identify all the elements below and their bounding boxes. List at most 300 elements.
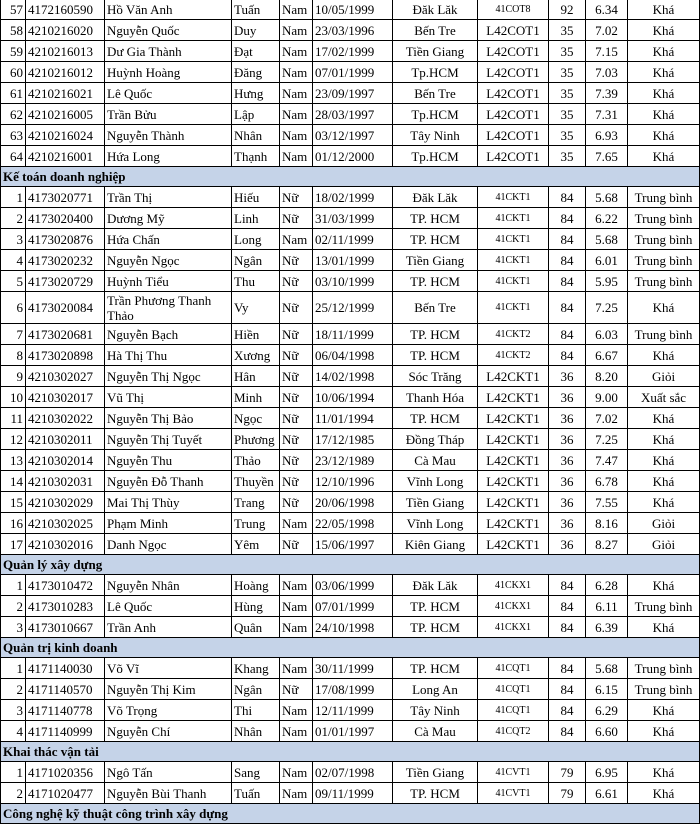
classification-cell: Trung bình bbox=[628, 679, 700, 700]
table-row bbox=[1, 292, 700, 324]
classification-cell: Trung bình bbox=[628, 658, 700, 679]
credits-cell: 92 bbox=[549, 0, 586, 20]
classification-cell: Trung bình bbox=[628, 271, 700, 292]
birthplace-cell: Tp.HCM bbox=[393, 62, 478, 83]
gpa-cell: 6.29 bbox=[586, 700, 628, 721]
table-row bbox=[1, 658, 700, 679]
gpa-cell: 5.68 bbox=[586, 658, 628, 679]
gpa-cell: 7.25 bbox=[586, 292, 628, 324]
birthplace-cell: Cà Mau bbox=[393, 721, 478, 742]
given-name-cell: Vy bbox=[232, 292, 280, 324]
class-code-cell: L42CKT1 bbox=[478, 408, 549, 429]
row-number-cell: 3 bbox=[1, 229, 26, 250]
date-of-birth-cell: 31/03/1999 bbox=[313, 208, 393, 229]
family-name-cell: Lê Quốc bbox=[105, 596, 232, 617]
row-number-cell: 7 bbox=[1, 324, 26, 345]
class-code-cell: 41CKT2 bbox=[478, 345, 549, 366]
credits-cell: 35 bbox=[549, 83, 586, 104]
table-row bbox=[1, 366, 700, 387]
given-name-cell: Linh bbox=[232, 208, 280, 229]
class-code-cell: 41CKT1 bbox=[478, 271, 549, 292]
table-row bbox=[1, 492, 700, 513]
row-number-cell: 1 bbox=[1, 762, 26, 783]
credits-cell: 84 bbox=[549, 271, 586, 292]
student-id-cell: 4210302025 bbox=[26, 513, 105, 534]
family-name-cell: Hà Thị Thu bbox=[105, 345, 232, 366]
classification-cell: Giỏi bbox=[628, 513, 700, 534]
classification-cell: Khá bbox=[628, 450, 700, 471]
class-code-cell: L42CKT1 bbox=[478, 429, 549, 450]
date-of-birth-cell: 23/03/1996 bbox=[313, 20, 393, 41]
table-row bbox=[1, 104, 700, 125]
date-of-birth-cell: 14/02/1998 bbox=[313, 366, 393, 387]
table-row bbox=[1, 229, 700, 250]
table-row bbox=[1, 617, 700, 638]
student-id-cell: 4210302022 bbox=[26, 408, 105, 429]
family-name-cell: Nguyễn Thị Ngọc bbox=[105, 366, 232, 387]
classification-cell: Trung bình bbox=[628, 187, 700, 208]
birthplace-cell: Tp.HCM bbox=[393, 146, 478, 167]
family-name-cell: Ngô Tấn bbox=[105, 762, 232, 783]
student-id-cell: 4171140030 bbox=[26, 658, 105, 679]
gpa-cell: 9.00 bbox=[586, 387, 628, 408]
given-name-cell: Hùng bbox=[232, 596, 280, 617]
gender-cell: Nữ bbox=[280, 208, 313, 229]
table-row bbox=[1, 471, 700, 492]
date-of-birth-cell: 03/06/1999 bbox=[313, 575, 393, 596]
table-row bbox=[1, 250, 700, 271]
row-number-cell: 11 bbox=[1, 408, 26, 429]
gender-cell: Nam bbox=[280, 617, 313, 638]
student-id-cell: 4210302011 bbox=[26, 429, 105, 450]
credits-cell: 36 bbox=[549, 387, 586, 408]
table-row bbox=[1, 324, 700, 345]
given-name-cell: Tuấn bbox=[232, 783, 280, 804]
birthplace-cell: Vĩnh Long bbox=[393, 513, 478, 534]
classification-cell: Trung bình bbox=[628, 208, 700, 229]
class-code-cell: L42COT1 bbox=[478, 125, 549, 146]
section-header bbox=[1, 804, 700, 824]
gender-cell: Nữ bbox=[280, 408, 313, 429]
family-name-cell: Trần Thị bbox=[105, 187, 232, 208]
family-name-cell: Nguyễn Bùi Thanh bbox=[105, 783, 232, 804]
student-id-cell: 4173020084 bbox=[26, 292, 105, 324]
section-header bbox=[1, 742, 700, 762]
student-id-cell: 4171140999 bbox=[26, 721, 105, 742]
section-title: Công nghệ kỹ thuật công trình xây dựng bbox=[1, 804, 700, 824]
credits-cell: 35 bbox=[549, 41, 586, 62]
student-id-cell: 4210216013 bbox=[26, 41, 105, 62]
student-id-cell: 4173020232 bbox=[26, 250, 105, 271]
given-name-cell: Hưng bbox=[232, 83, 280, 104]
gpa-cell: 6.03 bbox=[586, 324, 628, 345]
date-of-birth-cell: 17/02/1999 bbox=[313, 41, 393, 62]
family-name-cell: Hồ Văn Anh bbox=[105, 0, 232, 20]
table-row bbox=[1, 679, 700, 700]
table-row bbox=[1, 513, 700, 534]
table-row bbox=[1, 762, 700, 783]
birthplace-cell: TP. HCM bbox=[393, 271, 478, 292]
student-id-cell: 4210216001 bbox=[26, 146, 105, 167]
family-name-cell: Hứa Long bbox=[105, 146, 232, 167]
date-of-birth-cell: 03/12/1997 bbox=[313, 125, 393, 146]
class-code-cell: L42COT1 bbox=[478, 146, 549, 167]
gpa-cell: 7.39 bbox=[586, 83, 628, 104]
date-of-birth-cell: 07/01/1999 bbox=[313, 62, 393, 83]
classification-cell: Khá bbox=[628, 41, 700, 62]
row-number-cell: 61 bbox=[1, 83, 26, 104]
row-number-cell: 17 bbox=[1, 534, 26, 555]
birthplace-cell: Thanh Hóa bbox=[393, 387, 478, 408]
table-row bbox=[1, 450, 700, 471]
credits-cell: 84 bbox=[549, 292, 586, 324]
class-code-cell: 41CKX1 bbox=[478, 575, 549, 596]
section-header bbox=[1, 638, 700, 658]
class-code-cell: 41CVT1 bbox=[478, 783, 549, 804]
given-name-cell: Hiền bbox=[232, 324, 280, 345]
row-number-cell: 12 bbox=[1, 429, 26, 450]
class-code-cell: L42COT1 bbox=[478, 62, 549, 83]
gpa-cell: 6.95 bbox=[586, 762, 628, 783]
gpa-cell: 6.67 bbox=[586, 345, 628, 366]
gpa-cell: 5.68 bbox=[586, 229, 628, 250]
date-of-birth-cell: 11/01/1994 bbox=[313, 408, 393, 429]
gpa-cell: 6.15 bbox=[586, 679, 628, 700]
date-of-birth-cell: 17/12/1985 bbox=[313, 429, 393, 450]
family-name-cell: Vũ Thị bbox=[105, 387, 232, 408]
credits-cell: 35 bbox=[549, 104, 586, 125]
class-code-cell: L42CKT1 bbox=[478, 366, 549, 387]
gender-cell: Nam bbox=[280, 41, 313, 62]
student-id-cell: 4171140778 bbox=[26, 700, 105, 721]
given-name-cell: Nhân bbox=[232, 721, 280, 742]
student-id-cell: 4171140570 bbox=[26, 679, 105, 700]
gpa-cell: 8.16 bbox=[586, 513, 628, 534]
gender-cell: Nam bbox=[280, 575, 313, 596]
student-id-cell: 4210302016 bbox=[26, 534, 105, 555]
credits-cell: 84 bbox=[549, 596, 586, 617]
row-number-cell: 63 bbox=[1, 125, 26, 146]
gender-cell: Nam bbox=[280, 658, 313, 679]
birthplace-cell: TP. HCM bbox=[393, 345, 478, 366]
date-of-birth-cell: 03/10/1999 bbox=[313, 271, 393, 292]
class-code-cell: L42CKT1 bbox=[478, 513, 549, 534]
row-number-cell: 62 bbox=[1, 104, 26, 125]
family-name-cell: Danh Ngọc bbox=[105, 534, 232, 555]
student-id-cell: 4173010283 bbox=[26, 596, 105, 617]
given-name-cell: Thảo bbox=[232, 450, 280, 471]
family-name-cell: Nguyễn Ngọc bbox=[105, 250, 232, 271]
family-name-cell: Phạm Minh bbox=[105, 513, 232, 534]
date-of-birth-cell: 02/11/1999 bbox=[313, 229, 393, 250]
given-name-cell: Sang bbox=[232, 762, 280, 783]
credits-cell: 84 bbox=[549, 229, 586, 250]
birthplace-cell: Tây Ninh bbox=[393, 700, 478, 721]
credits-cell: 36 bbox=[549, 429, 586, 450]
given-name-cell: Trung bbox=[232, 513, 280, 534]
credits-cell: 84 bbox=[549, 658, 586, 679]
section-header bbox=[1, 167, 700, 187]
table-row bbox=[1, 20, 700, 41]
student-id-cell: 4173010667 bbox=[26, 617, 105, 638]
table-row bbox=[1, 387, 700, 408]
classification-cell: Trung bình bbox=[628, 596, 700, 617]
classification-cell: Khá bbox=[628, 0, 700, 20]
birthplace-cell: Bến Tre bbox=[393, 20, 478, 41]
class-code-cell: 41CQT1 bbox=[478, 658, 549, 679]
date-of-birth-cell: 02/07/1998 bbox=[313, 762, 393, 783]
given-name-cell: Thu bbox=[232, 271, 280, 292]
gender-cell: Nam bbox=[280, 783, 313, 804]
family-name-cell: Nguyễn Bạch bbox=[105, 324, 232, 345]
gender-cell: Nam bbox=[280, 104, 313, 125]
date-of-birth-cell: 01/12/2000 bbox=[313, 146, 393, 167]
given-name-cell: Thuyền bbox=[232, 471, 280, 492]
birthplace-cell: TP. HCM bbox=[393, 783, 478, 804]
given-name-cell: Duy bbox=[232, 20, 280, 41]
date-of-birth-cell: 10/05/1999 bbox=[313, 0, 393, 20]
student-id-cell: 4172160590 bbox=[26, 0, 105, 20]
given-name-cell: Lập bbox=[232, 104, 280, 125]
table-row bbox=[1, 345, 700, 366]
birthplace-cell: TP. HCM bbox=[393, 324, 478, 345]
gender-cell: Nữ bbox=[280, 366, 313, 387]
given-name-cell: Ngân bbox=[232, 679, 280, 700]
given-name-cell: Long bbox=[232, 229, 280, 250]
date-of-birth-cell: 22/05/1998 bbox=[313, 513, 393, 534]
class-code-cell: L42CKT1 bbox=[478, 492, 549, 513]
family-name-cell: Nguyễn Thu bbox=[105, 450, 232, 471]
classification-cell: Khá bbox=[628, 617, 700, 638]
date-of-birth-cell: 20/06/1998 bbox=[313, 492, 393, 513]
student-id-cell: 4173020876 bbox=[26, 229, 105, 250]
class-code-cell: 41CKT1 bbox=[478, 250, 549, 271]
gender-cell: Nữ bbox=[280, 250, 313, 271]
date-of-birth-cell: 07/01/1999 bbox=[313, 596, 393, 617]
class-code-cell: 41CKT1 bbox=[478, 187, 549, 208]
given-name-cell: Trang bbox=[232, 492, 280, 513]
row-number-cell: 14 bbox=[1, 471, 26, 492]
family-name-cell: Võ Trọng bbox=[105, 700, 232, 721]
given-name-cell: Xương bbox=[232, 345, 280, 366]
credits-cell: 79 bbox=[549, 783, 586, 804]
table-row bbox=[1, 208, 700, 229]
date-of-birth-cell: 09/11/1999 bbox=[313, 783, 393, 804]
family-name-cell: Dư Gia Thành bbox=[105, 41, 232, 62]
row-number-cell: 13 bbox=[1, 450, 26, 471]
row-number-cell: 1 bbox=[1, 575, 26, 596]
birthplace-cell: Tây Ninh bbox=[393, 125, 478, 146]
gpa-cell: 7.25 bbox=[586, 429, 628, 450]
birthplace-cell: Bến Tre bbox=[393, 83, 478, 104]
gender-cell: Nữ bbox=[280, 471, 313, 492]
family-name-cell: Nguyễn Quốc bbox=[105, 20, 232, 41]
birthplace-cell: Bến Tre bbox=[393, 292, 478, 324]
student-id-cell: 4210216005 bbox=[26, 104, 105, 125]
classification-cell: Khá bbox=[628, 62, 700, 83]
date-of-birth-cell: 12/11/1999 bbox=[313, 700, 393, 721]
classification-cell: Khá bbox=[628, 471, 700, 492]
row-number-cell: 1 bbox=[1, 187, 26, 208]
family-name-cell: Nguyễn Thị Bảo bbox=[105, 408, 232, 429]
gpa-cell: 5.68 bbox=[586, 187, 628, 208]
credits-cell: 36 bbox=[549, 492, 586, 513]
date-of-birth-cell: 18/02/1999 bbox=[313, 187, 393, 208]
table-row bbox=[1, 83, 700, 104]
table-row bbox=[1, 408, 700, 429]
class-code-cell: L42CKT1 bbox=[478, 471, 549, 492]
given-name-cell: Ngân bbox=[232, 250, 280, 271]
class-code-cell: 41CKT2 bbox=[478, 324, 549, 345]
gpa-cell: 7.65 bbox=[586, 146, 628, 167]
given-name-cell: Yêm bbox=[232, 534, 280, 555]
gender-cell: Nam bbox=[280, 125, 313, 146]
row-number-cell: 58 bbox=[1, 20, 26, 41]
table-row bbox=[1, 783, 700, 804]
gender-cell: Nữ bbox=[280, 679, 313, 700]
classification-cell: Khá bbox=[628, 125, 700, 146]
credits-cell: 84 bbox=[549, 617, 586, 638]
table-row bbox=[1, 41, 700, 62]
birthplace-cell: Tiền Giang bbox=[393, 250, 478, 271]
table-row bbox=[1, 534, 700, 555]
class-code-cell: L42COT1 bbox=[478, 104, 549, 125]
student-id-cell: 4210302031 bbox=[26, 471, 105, 492]
gender-cell: Nam bbox=[280, 700, 313, 721]
student-id-cell: 4210216021 bbox=[26, 83, 105, 104]
given-name-cell: Minh bbox=[232, 387, 280, 408]
classification-cell: Khá bbox=[628, 104, 700, 125]
gender-cell: Nữ bbox=[280, 271, 313, 292]
date-of-birth-cell: 10/06/1994 bbox=[313, 387, 393, 408]
date-of-birth-cell: 06/04/1998 bbox=[313, 345, 393, 366]
classification-cell: Khá bbox=[628, 408, 700, 429]
gpa-cell: 7.02 bbox=[586, 20, 628, 41]
student-id-cell: 4210216012 bbox=[26, 62, 105, 83]
family-name-cell: Hứa Chấn bbox=[105, 229, 232, 250]
credits-cell: 35 bbox=[549, 20, 586, 41]
row-number-cell: 5 bbox=[1, 271, 26, 292]
table-row bbox=[1, 146, 700, 167]
student-id-cell: 4173020400 bbox=[26, 208, 105, 229]
gender-cell: Nữ bbox=[280, 429, 313, 450]
credits-cell: 36 bbox=[549, 513, 586, 534]
birthplace-cell: TP. HCM bbox=[393, 658, 478, 679]
birthplace-cell: Vĩnh Long bbox=[393, 471, 478, 492]
table-row bbox=[1, 429, 700, 450]
family-name-cell: Nguyễn Thành bbox=[105, 125, 232, 146]
class-code-cell: L42CKT1 bbox=[478, 387, 549, 408]
gpa-cell: 7.31 bbox=[586, 104, 628, 125]
table-row bbox=[1, 187, 700, 208]
gender-cell: Nam bbox=[280, 596, 313, 617]
date-of-birth-cell: 23/12/1989 bbox=[313, 450, 393, 471]
gpa-cell: 8.20 bbox=[586, 366, 628, 387]
date-of-birth-cell: 01/01/1997 bbox=[313, 721, 393, 742]
family-name-cell: Mai Thị Thùy bbox=[105, 492, 232, 513]
credits-cell: 35 bbox=[549, 125, 586, 146]
credits-cell: 35 bbox=[549, 146, 586, 167]
given-name-cell: Hân bbox=[232, 366, 280, 387]
gender-cell: Nữ bbox=[280, 324, 313, 345]
class-code-cell: 41CQT2 bbox=[478, 721, 549, 742]
row-number-cell: 10 bbox=[1, 387, 26, 408]
section-title: Kế toán doanh nghiệp bbox=[1, 167, 700, 187]
birthplace-cell: Đồng Tháp bbox=[393, 429, 478, 450]
credits-cell: 84 bbox=[549, 324, 586, 345]
gender-cell: Nữ bbox=[280, 187, 313, 208]
table-row bbox=[1, 596, 700, 617]
row-number-cell: 59 bbox=[1, 41, 26, 62]
gpa-cell: 6.28 bbox=[586, 575, 628, 596]
credits-cell: 84 bbox=[549, 700, 586, 721]
family-name-cell: Nguyễn Thị Tuyết bbox=[105, 429, 232, 450]
date-of-birth-cell: 25/12/1999 bbox=[313, 292, 393, 324]
gender-cell: Nữ bbox=[280, 345, 313, 366]
gpa-cell: 6.93 bbox=[586, 125, 628, 146]
gpa-cell: 6.61 bbox=[586, 783, 628, 804]
row-number-cell: 16 bbox=[1, 513, 26, 534]
classification-cell: Khá bbox=[628, 783, 700, 804]
given-name-cell: Tuấn bbox=[232, 0, 280, 20]
date-of-birth-cell: 15/06/1997 bbox=[313, 534, 393, 555]
credits-cell: 36 bbox=[549, 471, 586, 492]
family-name-cell: Nguyễn Đỗ Thanh bbox=[105, 471, 232, 492]
family-name-cell: Huỳnh Hoàng bbox=[105, 62, 232, 83]
given-name-cell: Đăng bbox=[232, 62, 280, 83]
row-number-cell: 4 bbox=[1, 250, 26, 271]
date-of-birth-cell: 12/10/1996 bbox=[313, 471, 393, 492]
birthplace-cell: TP. HCM bbox=[393, 408, 478, 429]
gpa-cell: 7.02 bbox=[586, 408, 628, 429]
row-number-cell: 2 bbox=[1, 679, 26, 700]
class-code-cell: 41CQT1 bbox=[478, 700, 549, 721]
row-number-cell: 3 bbox=[1, 700, 26, 721]
section-title: Khai thác vận tải bbox=[1, 742, 700, 762]
student-id-cell: 4210302027 bbox=[26, 366, 105, 387]
classification-cell: Khá bbox=[628, 20, 700, 41]
classification-cell: Khá bbox=[628, 492, 700, 513]
birthplace-cell: TP. HCM bbox=[393, 617, 478, 638]
credits-cell: 84 bbox=[549, 187, 586, 208]
birthplace-cell: Đăk Lăk bbox=[393, 187, 478, 208]
credits-cell: 84 bbox=[549, 575, 586, 596]
given-name-cell: Hoàng bbox=[232, 575, 280, 596]
row-number-cell: 2 bbox=[1, 596, 26, 617]
credits-cell: 84 bbox=[549, 679, 586, 700]
gpa-cell: 6.60 bbox=[586, 721, 628, 742]
table-row bbox=[1, 721, 700, 742]
credits-cell: 36 bbox=[549, 534, 586, 555]
given-name-cell: Hiếu bbox=[232, 187, 280, 208]
gender-cell: Nữ bbox=[280, 450, 313, 471]
classification-cell: Xuất sắc bbox=[628, 387, 700, 408]
credits-cell: 35 bbox=[549, 62, 586, 83]
row-number-cell: 2 bbox=[1, 783, 26, 804]
family-name-cell: Nguyễn Nhân bbox=[105, 575, 232, 596]
gpa-cell: 7.15 bbox=[586, 41, 628, 62]
gpa-cell: 6.78 bbox=[586, 471, 628, 492]
given-name-cell: Ngọc bbox=[232, 408, 280, 429]
student-id-cell: 4173020771 bbox=[26, 187, 105, 208]
given-name-cell: Thạnh bbox=[232, 146, 280, 167]
credits-cell: 36 bbox=[549, 450, 586, 471]
section-header bbox=[1, 555, 700, 575]
date-of-birth-cell: 17/08/1999 bbox=[313, 679, 393, 700]
classification-cell: Khá bbox=[628, 292, 700, 324]
classification-cell: Khá bbox=[628, 700, 700, 721]
gpa-cell: 6.11 bbox=[586, 596, 628, 617]
